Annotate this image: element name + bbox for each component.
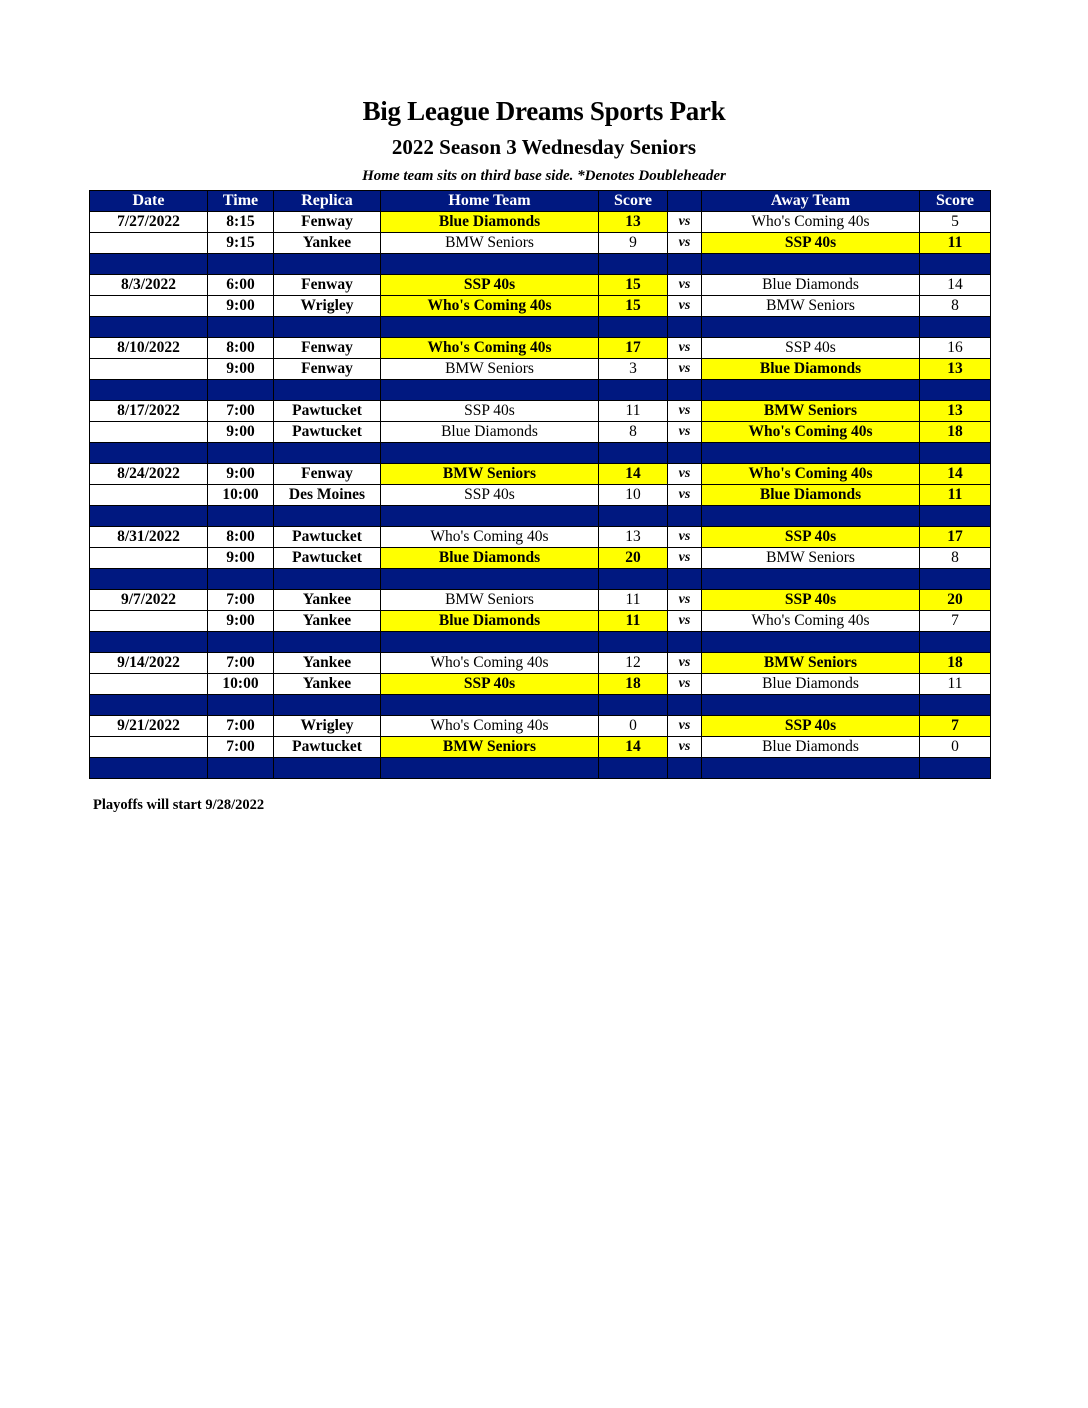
table-row (90, 422, 991, 443)
separator-cell (920, 569, 991, 590)
separator-cell (702, 758, 920, 779)
separator-row (90, 695, 991, 716)
separator-cell (208, 380, 274, 401)
away-team-cell: Blue Diamonds (702, 275, 920, 296)
away-team-cell: Who's Coming 40s (702, 464, 920, 485)
separator-row (90, 380, 991, 401)
table-row (90, 716, 991, 737)
separator-row (90, 317, 991, 338)
page-subtitle: 2022 Season 3 Wednesday Seniors (391, 135, 697, 159)
home-score-cell: 13 (599, 527, 668, 548)
table-row (90, 338, 991, 359)
col-header-away-score: Score (920, 191, 991, 212)
away-score-cell: 7 (920, 611, 991, 632)
table-row (90, 590, 991, 611)
home-team-cell: BMW Seniors (381, 464, 599, 485)
home-team-cell: BMW Seniors (381, 737, 599, 758)
date-cell (90, 296, 208, 317)
separator-cell (381, 569, 599, 590)
time-cell: 9:00 (208, 359, 274, 380)
separator-cell (668, 317, 702, 338)
separator-cell (702, 632, 920, 653)
separator-cell (381, 317, 599, 338)
separator-cell (668, 758, 702, 779)
date-cell: 8/31/2022 (90, 527, 208, 548)
home-score-cell: 13 (599, 212, 668, 233)
away-score-cell: 14 (920, 275, 991, 296)
separator-cell (274, 695, 381, 716)
separator-cell (599, 317, 668, 338)
home-team-cell: Blue Diamonds (381, 611, 599, 632)
replica-cell: Pawtucket (274, 401, 381, 422)
separator-cell (90, 569, 208, 590)
page-title: Big League Dreams Sports Park (362, 96, 726, 126)
home-team-cell: SSP 40s (381, 275, 599, 296)
home-score-cell: 18 (599, 674, 668, 695)
separator-cell (702, 317, 920, 338)
separator-cell (668, 695, 702, 716)
date-cell: 9/14/2022 (90, 653, 208, 674)
separator-cell (208, 632, 274, 653)
home-score-cell: 11 (599, 401, 668, 422)
time-cell: 9:00 (208, 464, 274, 485)
home-team-cell: Who's Coming 40s (381, 653, 599, 674)
separator-cell (381, 632, 599, 653)
separator-cell (274, 380, 381, 401)
away-team-cell: Who's Coming 40s (702, 212, 920, 233)
separator-cell (90, 695, 208, 716)
vs-cell: vs (668, 401, 702, 422)
away-score-cell: 7 (920, 716, 991, 737)
date-cell (90, 485, 208, 506)
away-team-cell: Blue Diamonds (702, 485, 920, 506)
table-row (90, 527, 991, 548)
table-row (90, 485, 991, 506)
separator-cell (668, 380, 702, 401)
date-cell (90, 611, 208, 632)
replica-cell: Pawtucket (274, 527, 381, 548)
vs-cell: vs (668, 275, 702, 296)
separator-cell (90, 758, 208, 779)
separator-cell (381, 380, 599, 401)
away-team-cell: Who's Coming 40s (702, 611, 920, 632)
replica-cell: Yankee (274, 674, 381, 695)
vs-cell: vs (668, 485, 702, 506)
away-score-cell: 13 (920, 401, 991, 422)
home-score-cell: 9 (599, 233, 668, 254)
replica-cell: Pawtucket (274, 737, 381, 758)
home-team-cell: Who's Coming 40s (381, 296, 599, 317)
separator-cell (381, 695, 599, 716)
time-cell: 8:15 (208, 212, 274, 233)
separator-cell (274, 506, 381, 527)
replica-cell: Wrigley (274, 716, 381, 737)
away-team-cell: SSP 40s (702, 233, 920, 254)
date-cell (90, 233, 208, 254)
separator-cell (274, 569, 381, 590)
vs-cell: vs (668, 359, 702, 380)
replica-cell: Pawtucket (274, 422, 381, 443)
home-team-cell: Who's Coming 40s (381, 716, 599, 737)
table-row (90, 359, 991, 380)
vs-cell: vs (668, 527, 702, 548)
col-header-home-score: Score (599, 191, 668, 212)
separator-cell (208, 569, 274, 590)
away-score-cell: 18 (920, 422, 991, 443)
home-team-cell: SSP 40s (381, 674, 599, 695)
separator-cell (599, 632, 668, 653)
separator-cell (702, 506, 920, 527)
separator-cell (274, 254, 381, 275)
away-team-cell: SSP 40s (702, 527, 920, 548)
separator-cell (920, 758, 991, 779)
separator-cell (920, 506, 991, 527)
replica-cell: Wrigley (274, 296, 381, 317)
table-row (90, 212, 991, 233)
separator-row (90, 758, 991, 779)
home-team-cell: Blue Diamonds (381, 212, 599, 233)
replica-cell: Fenway (274, 212, 381, 233)
vs-cell: vs (668, 674, 702, 695)
vs-cell: vs (668, 716, 702, 737)
away-team-cell: Blue Diamonds (702, 737, 920, 758)
separator-cell (90, 443, 208, 464)
date-cell (90, 422, 208, 443)
time-cell: 10:00 (208, 485, 274, 506)
away-team-cell: Blue Diamonds (702, 359, 920, 380)
date-cell (90, 548, 208, 569)
time-cell: 7:00 (208, 737, 274, 758)
home-score-cell: 20 (599, 548, 668, 569)
vs-cell: vs (668, 233, 702, 254)
time-cell: 8:00 (208, 338, 274, 359)
away-score-cell: 5 (920, 212, 991, 233)
time-cell: 9:15 (208, 233, 274, 254)
vs-cell: vs (668, 422, 702, 443)
separator-row (90, 254, 991, 275)
replica-cell: Yankee (274, 653, 381, 674)
table-row (90, 653, 991, 674)
away-team-cell: SSP 40s (702, 338, 920, 359)
home-score-cell: 10 (599, 485, 668, 506)
separator-cell (274, 317, 381, 338)
separator-cell (90, 254, 208, 275)
table-header-row (90, 191, 991, 212)
away-score-cell: 8 (920, 296, 991, 317)
replica-cell: Fenway (274, 275, 381, 296)
separator-cell (208, 758, 274, 779)
table-row (90, 233, 991, 254)
home-team-cell: SSP 40s (381, 401, 599, 422)
replica-cell: Yankee (274, 233, 381, 254)
time-cell: 9:00 (208, 296, 274, 317)
col-header-replica: Replica (274, 191, 381, 212)
separator-cell (668, 443, 702, 464)
separator-cell (274, 632, 381, 653)
table-row (90, 548, 991, 569)
date-cell (90, 674, 208, 695)
separator-cell (668, 569, 702, 590)
separator-cell (381, 758, 599, 779)
separator-cell (90, 380, 208, 401)
separator-cell (208, 443, 274, 464)
separator-cell (208, 506, 274, 527)
date-cell: 8/24/2022 (90, 464, 208, 485)
away-team-cell: Who's Coming 40s (702, 422, 920, 443)
separator-cell (90, 317, 208, 338)
vs-cell: vs (668, 611, 702, 632)
home-score-cell: 3 (599, 359, 668, 380)
away-score-cell: 8 (920, 548, 991, 569)
col-header-home-team: Home Team (381, 191, 599, 212)
separator-cell (90, 632, 208, 653)
separator-row (90, 506, 991, 527)
date-cell: 9/7/2022 (90, 590, 208, 611)
away-team-cell: SSP 40s (702, 716, 920, 737)
col-header-vs (668, 191, 702, 212)
replica-cell: Pawtucket (274, 548, 381, 569)
home-score-cell: 8 (599, 422, 668, 443)
date-cell (90, 737, 208, 758)
separator-row (90, 632, 991, 653)
separator-cell (702, 569, 920, 590)
away-score-cell: 0 (920, 737, 991, 758)
col-header-time: Time (208, 191, 274, 212)
away-score-cell: 13 (920, 359, 991, 380)
away-team-cell: BMW Seniors (702, 401, 920, 422)
vs-cell: vs (668, 464, 702, 485)
col-header-date: Date (90, 191, 208, 212)
table-row (90, 401, 991, 422)
replica-cell: Fenway (274, 359, 381, 380)
table-row (90, 611, 991, 632)
schedule-table (89, 190, 991, 779)
home-score-cell: 12 (599, 653, 668, 674)
separator-cell (599, 380, 668, 401)
separator-cell (920, 254, 991, 275)
vs-cell: vs (668, 653, 702, 674)
away-team-cell: Blue Diamonds (702, 674, 920, 695)
table-row (90, 296, 991, 317)
home-team-cell: Blue Diamonds (381, 548, 599, 569)
schedule-body (90, 212, 991, 779)
separator-cell (920, 632, 991, 653)
home-score-cell: 14 (599, 464, 668, 485)
separator-cell (599, 254, 668, 275)
replica-cell: Yankee (274, 590, 381, 611)
separator-cell (381, 254, 599, 275)
replica-cell: Yankee (274, 611, 381, 632)
time-cell: 9:00 (208, 548, 274, 569)
separator-cell (599, 569, 668, 590)
home-team-cell: BMW Seniors (381, 233, 599, 254)
separator-cell (920, 317, 991, 338)
schedule-note: Home team sits on third base side. *Denotes Doubleheader (362, 168, 726, 184)
separator-cell (208, 254, 274, 275)
home-score-cell: 15 (599, 296, 668, 317)
separator-cell (599, 506, 668, 527)
separator-cell (274, 443, 381, 464)
home-score-cell: 17 (599, 338, 668, 359)
separator-cell (920, 443, 991, 464)
separator-cell (668, 632, 702, 653)
table-row (90, 275, 991, 296)
vs-cell: vs (668, 296, 702, 317)
vs-cell: vs (668, 737, 702, 758)
separator-cell (702, 254, 920, 275)
date-cell: 8/10/2022 (90, 338, 208, 359)
away-team-cell: BMW Seniors (702, 653, 920, 674)
away-score-cell: 11 (920, 674, 991, 695)
vs-cell: vs (668, 548, 702, 569)
date-cell (90, 359, 208, 380)
table-row (90, 674, 991, 695)
separator-cell (920, 380, 991, 401)
away-score-cell: 17 (920, 527, 991, 548)
time-cell: 8:00 (208, 527, 274, 548)
away-score-cell: 16 (920, 338, 991, 359)
separator-cell (208, 317, 274, 338)
separator-cell (668, 506, 702, 527)
vs-cell: vs (668, 338, 702, 359)
away-score-cell: 20 (920, 590, 991, 611)
separator-cell (90, 506, 208, 527)
separator-cell (599, 758, 668, 779)
vs-cell: vs (668, 212, 702, 233)
time-cell: 7:00 (208, 653, 274, 674)
separator-cell (702, 695, 920, 716)
separator-row (90, 569, 991, 590)
away-team-cell: SSP 40s (702, 590, 920, 611)
home-team-cell: Who's Coming 40s (381, 338, 599, 359)
away-score-cell: 18 (920, 653, 991, 674)
replica-cell: Des Moines (274, 485, 381, 506)
playoffs-note: Playoffs will start 9/28/2022 (93, 797, 265, 813)
time-cell: 6:00 (208, 275, 274, 296)
home-team-cell: Blue Diamonds (381, 422, 599, 443)
table-row (90, 737, 991, 758)
time-cell: 10:00 (208, 674, 274, 695)
time-cell: 7:00 (208, 590, 274, 611)
time-cell: 7:00 (208, 716, 274, 737)
separator-cell (381, 443, 599, 464)
away-score-cell: 11 (920, 233, 991, 254)
home-team-cell: BMW Seniors (381, 590, 599, 611)
separator-cell (599, 443, 668, 464)
home-score-cell: 0 (599, 716, 668, 737)
time-cell: 9:00 (208, 611, 274, 632)
separator-cell (702, 380, 920, 401)
away-score-cell: 11 (920, 485, 991, 506)
away-team-cell: BMW Seniors (702, 548, 920, 569)
time-cell: 7:00 (208, 401, 274, 422)
table-row (90, 464, 991, 485)
separator-row (90, 443, 991, 464)
date-cell: 8/17/2022 (90, 401, 208, 422)
date-cell: 8/3/2022 (90, 275, 208, 296)
separator-cell (599, 695, 668, 716)
away-score-cell: 14 (920, 464, 991, 485)
vs-cell: vs (668, 590, 702, 611)
home-team-cell: BMW Seniors (381, 359, 599, 380)
away-team-cell: BMW Seniors (702, 296, 920, 317)
home-score-cell: 11 (599, 590, 668, 611)
time-cell: 9:00 (208, 422, 274, 443)
col-header-away-team: Away Team (702, 191, 920, 212)
separator-cell (920, 695, 991, 716)
separator-cell (702, 443, 920, 464)
home-score-cell: 14 (599, 737, 668, 758)
separator-cell (381, 506, 599, 527)
separator-cell (208, 695, 274, 716)
home-score-cell: 15 (599, 275, 668, 296)
separator-cell (668, 254, 702, 275)
home-score-cell: 11 (599, 611, 668, 632)
date-cell: 7/27/2022 (90, 212, 208, 233)
replica-cell: Fenway (274, 464, 381, 485)
date-cell: 9/21/2022 (90, 716, 208, 737)
home-team-cell: SSP 40s (381, 485, 599, 506)
replica-cell: Fenway (274, 338, 381, 359)
separator-cell (274, 758, 381, 779)
home-team-cell: Who's Coming 40s (381, 527, 599, 548)
